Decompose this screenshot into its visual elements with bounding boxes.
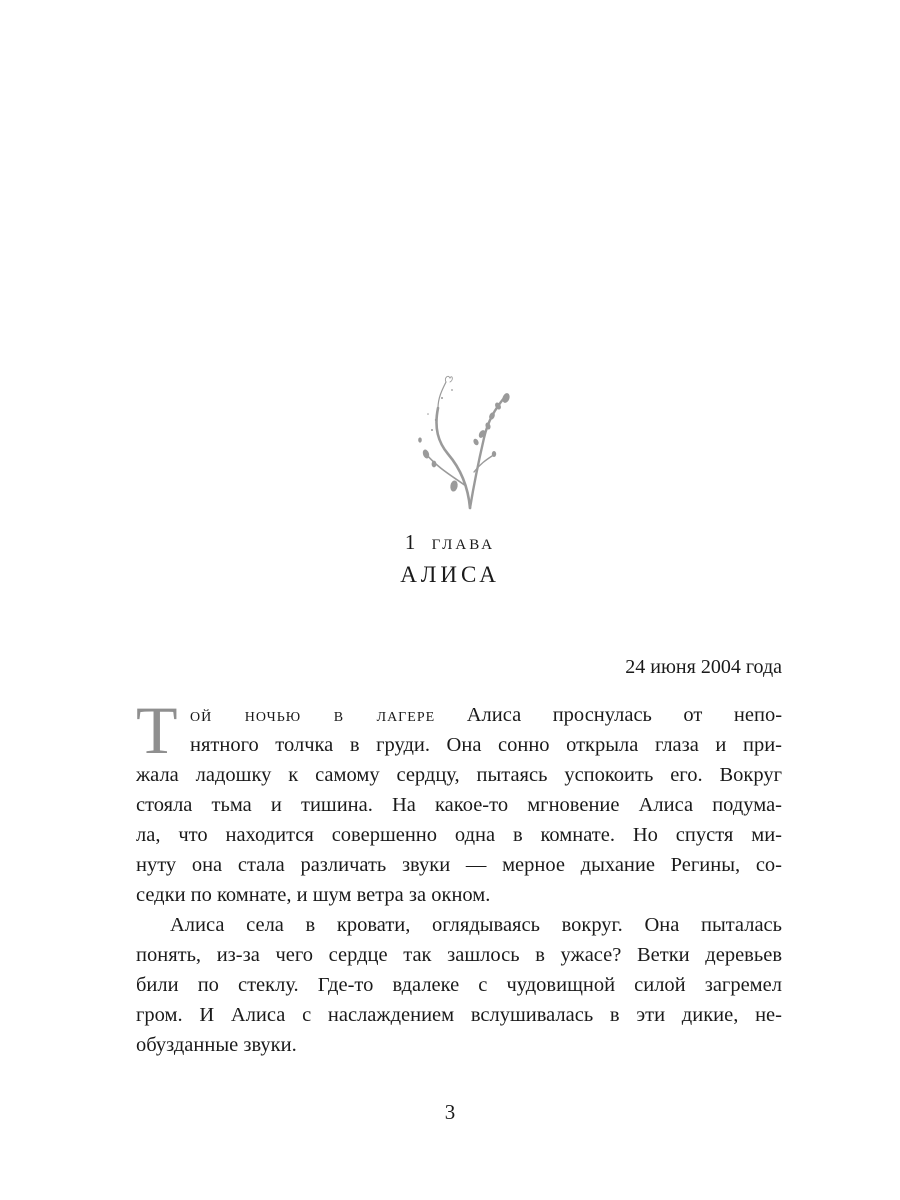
paragraph-2 xyxy=(136,910,782,1060)
text-run: Алиса проснулась от непо- xyxy=(466,704,783,726)
page-number: 3 xyxy=(444,1100,456,1124)
text-line: обузданные звуки. xyxy=(136,1034,297,1056)
chapter-label xyxy=(0,528,900,556)
entry-date: 24 июня 2004 года xyxy=(625,656,782,678)
chapter-label-word: глава xyxy=(431,530,496,554)
text-line: стояла тьма и тишина. На какое-то мгновение Алиса подума- xyxy=(136,794,782,816)
body-text xyxy=(136,692,783,1060)
text-line xyxy=(136,700,782,730)
small-caps-run: ой ночью в лагере xyxy=(190,704,436,726)
chapter-number: 1 xyxy=(404,530,416,554)
text-line: нятного толчка в груди. Она сонно открыла глаза и при- xyxy=(190,734,782,756)
text-line: ла, что находится совершенно одна в комнате. Но спустя ми- xyxy=(136,824,782,846)
text-line: гром. И Алиса с наслаждением вслушивалась в эти дикие, не- xyxy=(136,1004,782,1026)
text-line: седки по комнате, и шум ветра за окном. xyxy=(136,884,491,906)
text-line: понять, из-за чего сердце так зашлось в ужасе? Ветки деревьев xyxy=(136,944,782,966)
text-line: нуту она стала различать звуки — мерное дыхание Регины, со- xyxy=(136,854,782,876)
botanical-ornament-icon xyxy=(408,368,520,516)
chapter-title: АЛИСА xyxy=(400,562,500,587)
drop-cap: Т xyxy=(136,692,178,768)
text-line: жала ладошку к самому сердцу, пытаясь успокоить его. Вокруг xyxy=(136,764,782,786)
text-line: били по стеклу. Где-то вдалеке с чудовищной силой загремел xyxy=(136,974,782,996)
text-line: Алиса села в кровати, оглядываясь вокруг. Она пыталась xyxy=(170,914,782,936)
paragraph-1 xyxy=(136,700,782,910)
